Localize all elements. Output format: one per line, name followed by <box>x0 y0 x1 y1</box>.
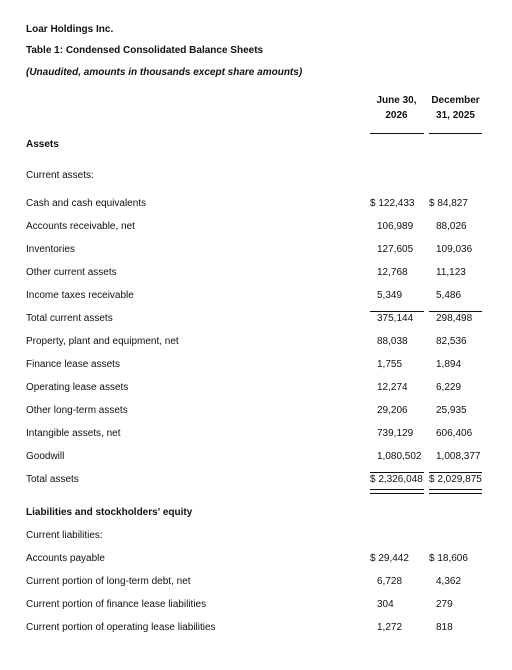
value-december-2025: 82,536 <box>436 336 467 347</box>
row-label: Current portion of finance lease liabilities <box>26 599 207 610</box>
section-heading: Assets <box>26 139 59 150</box>
row-label: Accounts receivable, net <box>26 221 135 232</box>
column-header-line: June 30, <box>376 95 417 106</box>
value-june-2026: 12,274 <box>377 382 408 393</box>
table-row <box>0 620 512 636</box>
row-label: Other current assets <box>26 267 117 278</box>
value-june-2026: $ 122,433 <box>370 198 415 209</box>
value-june-2026: 12,768 <box>377 267 408 278</box>
table-row <box>0 551 512 567</box>
row-label: Operating lease assets <box>26 382 129 393</box>
row-label: Income taxes receivable <box>26 290 134 301</box>
table-title: Table 1: Condensed Consolidated Balance Sheets <box>26 45 264 56</box>
table-row <box>0 219 512 235</box>
table-row <box>0 597 512 613</box>
company-name: Loar Holdings Inc. <box>26 24 114 35</box>
value-june-2026: 1,080,502 <box>377 451 422 462</box>
row-label: Total current assets <box>26 313 113 324</box>
value-december-2025: 88,026 <box>436 221 467 232</box>
value-december-2025: $ 18,606 <box>429 553 468 564</box>
row-label: Current assets: <box>26 170 94 181</box>
value-june-2026: 1,755 <box>377 359 403 370</box>
double-rule-bottom <box>429 493 482 494</box>
table-row <box>0 426 512 442</box>
header-rule <box>370 133 424 134</box>
value-december-2025: $ 2,029,875 <box>429 474 482 485</box>
row-label: Other long-term assets <box>26 405 128 416</box>
table-row <box>0 265 512 281</box>
value-december-2025: 298,498 <box>436 313 473 324</box>
table-row <box>0 403 512 419</box>
value-december-2025: 4,362 <box>436 576 462 587</box>
table-row <box>0 196 512 212</box>
column-header-line: 2026 <box>385 110 408 121</box>
row-label: Inventories <box>26 244 75 255</box>
table-row <box>0 311 512 327</box>
value-june-2026: 127,605 <box>377 244 414 255</box>
value-june-2026: $ 2,326,048 <box>370 474 423 485</box>
table-row <box>0 334 512 350</box>
column-header-december-2025 <box>428 93 483 123</box>
value-december-2025: 606,406 <box>436 428 473 439</box>
value-june-2026: 29,206 <box>377 405 408 416</box>
value-december-2025: 11,123 <box>436 267 466 278</box>
table-row <box>0 528 512 544</box>
value-june-2026: 6,728 <box>377 576 403 587</box>
value-june-2026: 5,349 <box>377 290 403 301</box>
table-row <box>0 380 512 396</box>
row-label: Cash and cash equivalents <box>26 198 147 209</box>
value-december-2025: 109,036 <box>436 244 473 255</box>
row-label: Current liabilities: <box>26 530 103 541</box>
table-row <box>0 288 512 304</box>
column-header-line: December <box>431 95 480 106</box>
double-rule-top <box>429 489 482 490</box>
row-label: Property, plant and equipment, net <box>26 336 179 347</box>
table-row <box>0 242 512 258</box>
table-row <box>0 137 512 153</box>
table-row <box>0 168 512 184</box>
value-june-2026: $ 29,442 <box>370 553 409 564</box>
table-row <box>0 472 512 488</box>
value-june-2026: 88,038 <box>377 336 408 347</box>
row-label: Current portion of operating lease liabilities <box>26 622 216 633</box>
row-label: Finance lease assets <box>26 359 120 370</box>
double-rule-top <box>370 489 424 490</box>
table-row <box>0 357 512 373</box>
table-row <box>0 449 512 465</box>
row-label: Goodwill <box>26 451 65 462</box>
value-december-2025: 279 <box>436 599 453 610</box>
value-december-2025: 1,008,377 <box>436 451 481 462</box>
table-row <box>0 574 512 590</box>
section-heading: Liabilities and stockholders' equity <box>26 507 193 518</box>
value-december-2025: 25,935 <box>436 405 467 416</box>
table-row <box>0 505 512 521</box>
value-december-2025: 5,486 <box>436 290 462 301</box>
table-subtitle: (Unaudited, amounts in thousands except share amounts) <box>26 67 303 78</box>
value-december-2025: $ 84,827 <box>429 198 468 209</box>
row-label: Accounts payable <box>26 553 105 564</box>
value-december-2025: 818 <box>436 622 453 633</box>
value-june-2026: 106,989 <box>377 221 414 232</box>
row-label: Current portion of long-term debt, net <box>26 576 191 587</box>
value-june-2026: 304 <box>377 599 394 610</box>
column-header-june-2026 <box>369 93 424 123</box>
double-rule-bottom <box>370 493 424 494</box>
value-june-2026: 1,272 <box>377 622 403 633</box>
column-header-line: 31, 2025 <box>436 110 475 121</box>
row-label: Total assets <box>26 474 79 485</box>
value-december-2025: 1,894 <box>436 359 462 370</box>
value-june-2026: 375,144 <box>377 313 414 324</box>
header-rule <box>429 133 482 134</box>
value-december-2025: 6,229 <box>436 382 462 393</box>
value-june-2026: 739,129 <box>377 428 414 439</box>
row-label: Intangible assets, net <box>26 428 121 439</box>
